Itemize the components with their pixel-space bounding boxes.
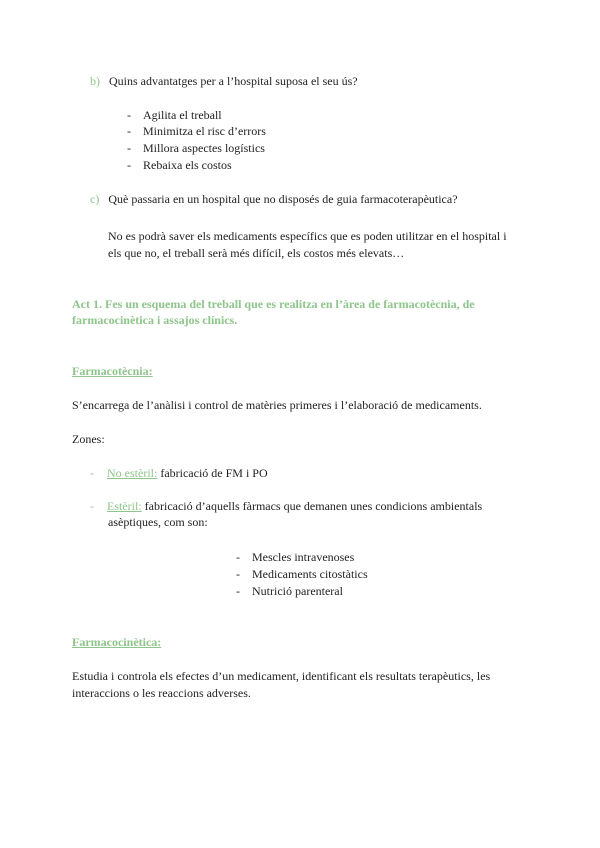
question-b-text: Quins advantatges per a l’hospital suposa el seu ús? <box>109 74 358 88</box>
zone-non-sterile-text: fabricació de FM i PO <box>157 466 268 480</box>
list-item: - Rebaixa els costos <box>127 158 232 172</box>
zone-non-sterile-label: No estèril: <box>107 466 158 480</box>
zone-non-sterile: - No estèril: fabricació de FM i PO <box>90 466 268 480</box>
activity-heading-line-2: farmacocinètica i assajos clínics. <box>72 313 238 327</box>
list-item: - Mescles intravenoses <box>236 550 355 564</box>
zone-sterile: - Estèril: fabricació d’aquells fàrmacs que demanen unes condicions ambientals <box>90 499 483 513</box>
list-item: - Nutrició parenteral <box>236 584 343 598</box>
zone-sterile-label: Estèril: <box>107 499 142 513</box>
section-heading-farmacotecnia: Farmacotècnia: <box>72 364 153 378</box>
activity-heading-line-1: Act 1. Fes un esquema del treball que es realitza en l’àrea de farmacotècnia, de <box>72 297 475 311</box>
farmacocinetica-line-2: interaccions o les reaccions adverses. <box>72 686 251 700</box>
answer-c-line-1: No es podrà saver els medicaments específics que es poden utilitzar en el hospital i <box>108 229 507 243</box>
list-item: - Agilita el treball <box>127 108 222 122</box>
section-description: S’encarrega de l’anàlisi i control de matèries primeres i l’elaboració de medicaments. <box>72 398 482 412</box>
list-item: - Millora aspectes logístics <box>127 141 265 155</box>
question-c-text: Què passaria en un hospital que no disposés de guia farmacoterapèutica? <box>108 192 458 206</box>
question-c <box>90 191 458 207</box>
answer-c-line-2: els que no, el treball serà més difícil, els costos més elevats… <box>108 246 405 260</box>
section-heading-farmacocinetica: Farmacocinètica: <box>72 635 162 649</box>
zone-sterile-text: fabricació d’aquells fàrmacs que demanen unes condicions ambientals <box>141 499 483 513</box>
zone-sterile-continuation: asèptiques, com son: <box>108 515 208 529</box>
list-item: - Minimitza el risc d’errors <box>127 124 266 138</box>
question-b <box>90 73 358 89</box>
list-item: - Medicaments citostàtics <box>236 567 368 581</box>
question-c-marker: c) <box>90 192 100 206</box>
question-b-marker: b) <box>90 74 100 88</box>
farmacocinetica-line-1: Estudia i controla els efectes d’un medicament, identificant els resultats terapèutics, les <box>72 669 491 683</box>
zones-label: Zones: <box>72 432 105 446</box>
